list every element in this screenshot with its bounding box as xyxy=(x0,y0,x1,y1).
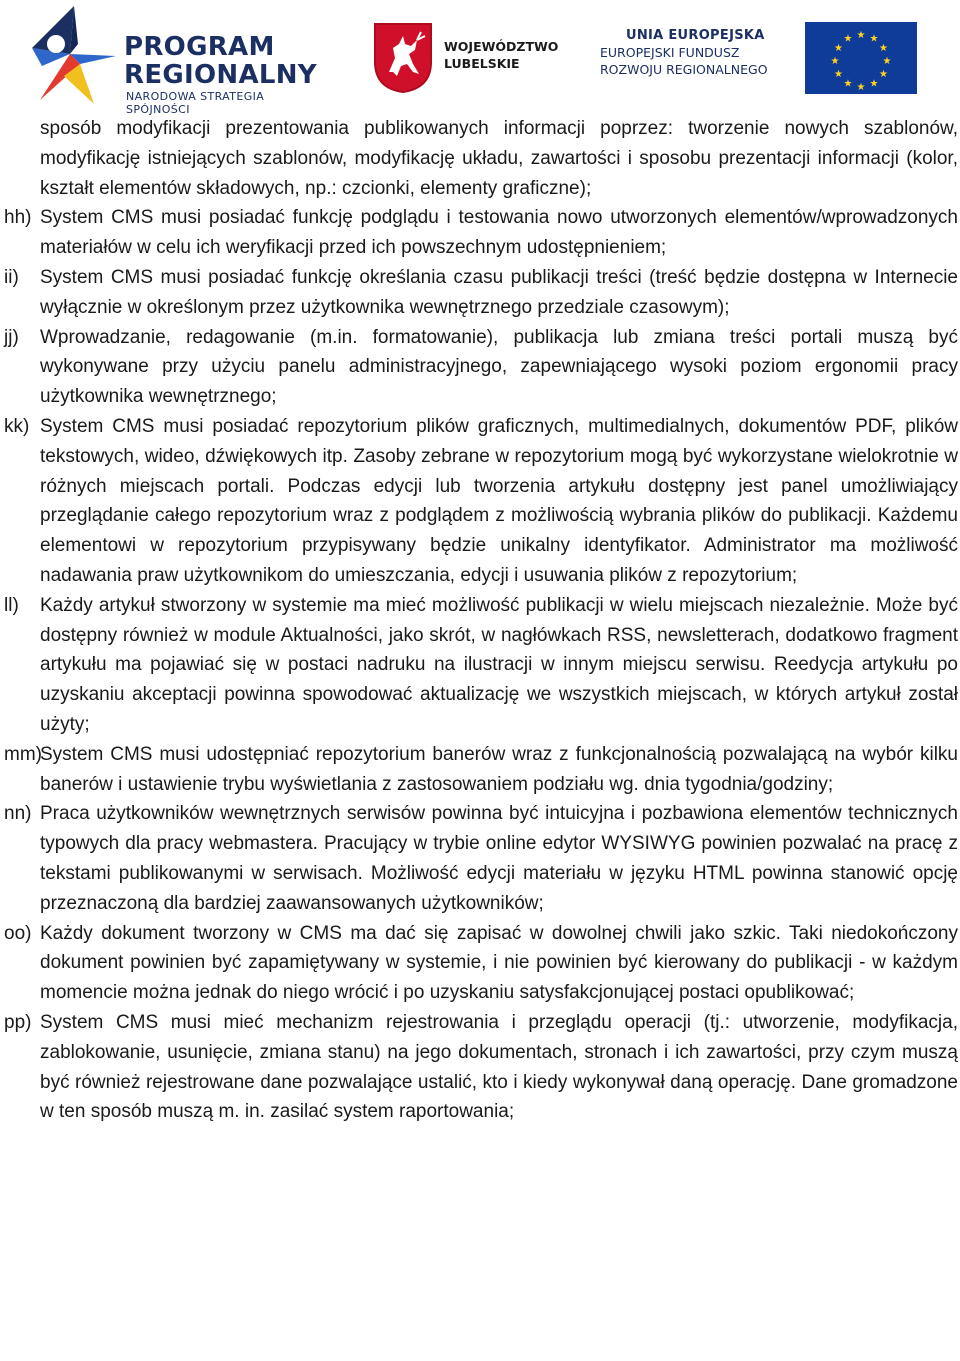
svg-text:★: ★ xyxy=(879,43,888,54)
svg-text:★: ★ xyxy=(856,30,866,41)
list-item-text: Każdy artykuł stworzony w systemie ma mieć możliwość publikacji w wielu miejscach niezależnie. Może być dostępny również w module Aktualności, jako skrót, w nagłówkach RSS, newsletterach, dodatkowo fragment artykułu ma pojawiać się w postaci nadruku na ilustracji w innym miejscu serwisu. Reedycja artykułu po uzyskaniu akceptacji powinna spowodować aktualizację we wszystkich miejscach, w których artykuł został użyty; xyxy=(40,594,958,735)
list-item-label: pp) xyxy=(4,1011,32,1033)
list-item xyxy=(0,740,960,800)
svg-text:★: ★ xyxy=(830,56,840,67)
page-header xyxy=(0,0,960,116)
eu-fund-line2: ROZWOJU REGIONALNEGO xyxy=(600,62,768,77)
svg-text:★: ★ xyxy=(834,43,843,54)
list-item-text: System CMS musi mieć mechanizm rejestrowania i przeglądu operacji (tj.: utworzenie, modyfikacja, zablokowanie, usunięcie, zmiana stanu) na jego dokumentach, stronach i ich zawartości, przy czym muszą być również rejestrowane dane pozwalające ustalić, kto i kiedy wykonywał daną operację. Dane gromadzone w ten sposób muszą m. in. zasilać system raportowania; xyxy=(40,1011,958,1123)
list-item-text: System CMS musi posiadać repozytorium plików graficznych, multimedialnych, dokumentów PDF, plików tekstowych, wideo, dźwiękowych itp. Zasoby zebrane w repozytorium mogą być wykorzystane wielokrotnie w różnych miejscach portali. Podczas edycji lub tworzenia artykułu dostępny jest panel umożliwiający przeglądanie całego repozytorium wraz z podglądem z możliwością wybrania plików do publikacji. Każdemu elementowi w repozytorium przypisywany będzie unikalny identyfikator. Administrator ma możliwość nadawania praw użytkownikom do umieszczania, edycji i usuwania plików z repozytorium; xyxy=(40,415,958,586)
list-item xyxy=(0,114,960,203)
list-item-label: jj) xyxy=(4,326,19,348)
list-item xyxy=(0,263,960,323)
list-item-text: Praca użytkowników wewnętrznych serwisów powinna być intuicyjna i pozbawiona elementów technicznych typowych dla pracy webmastera. Pracujący w trybie online edytor WYSIWYG powinien pozwalać na pracę z tekstami publikowanymi w serwisach. Możliwość edycji materiału w języku HTML powinna stanowić opcję przeznaczoną dla bardziej zaawansowanych użytkowników; xyxy=(40,803,958,914)
list-item-text: System CMS musi posiadać funkcję podglądu i testowania nowo utworzonych elementów/wprowadzonych materiałów w celu ich weryfikacji przed ich powszechnym udostępnieniem; xyxy=(40,207,958,259)
svg-text:★: ★ xyxy=(843,78,853,90)
eu-title: UNIA EUROPEJSKA xyxy=(626,28,765,43)
list-item-text: System CMS musi udostępniać repozytorium banerów wraz z funkcjonalnością pozwalającą na wybór kilku banerów i ustawienie trybu wyświetlania z zastosowaniem podziału wg. dnia tygodnia/godziny; xyxy=(40,743,958,795)
svg-text:★: ★ xyxy=(843,33,853,45)
eu-flag-icon xyxy=(805,22,917,94)
list-item-label: hh) xyxy=(4,207,32,229)
list-item-label: oo) xyxy=(4,922,32,944)
list-item-label: kk) xyxy=(4,415,30,437)
list-item-text: sposób modyfikacji prezentowania publikowanych informacji poprzez: tworzenie nowych szablonów, modyfikację istniejących szablonów, modyfikację układu, zawartości i sposobu prezentacji informacji (kolor, kształt elementów składowych, np.: czcionki, elementy graficzne); xyxy=(40,118,958,199)
region-name-line1: WOJEWÓDZTWO xyxy=(444,39,559,54)
svg-text:★: ★ xyxy=(856,82,866,93)
list-item-label: ll) xyxy=(4,594,19,616)
svg-text:★: ★ xyxy=(869,33,879,45)
nss-star-icon xyxy=(30,4,120,106)
program-regionalny-logo xyxy=(30,4,330,116)
program-title-line2: REGIONALNY xyxy=(124,60,317,90)
eu-fund-line1: EUROPEJSKI FUNDUSZ xyxy=(600,45,740,60)
list-item-text: Każdy dokument tworzony w CMS ma dać się zapisać w dowolnej chwili jako szkic. Taki niedokończony dokument powinien być zapamiętywany w systemie, i nie powinien być kierowany do publikacji - w każdym momencie można jednak do niego wrócić i po uzyskaniu satysfakcjonującej postaci opublikować; xyxy=(40,922,958,1004)
list-item xyxy=(0,919,960,1008)
list-item-text: Wprowadzanie, redagowanie (m.in. formatowanie), publikacja lub zmiana treści portali muszą być wykonywane przy użyciu panelu administracyjnego, zapewniającego wysoki poziom ergonomii pracy użytkownika wewnętrznego; xyxy=(40,326,958,408)
list-item xyxy=(0,591,960,740)
list-item xyxy=(0,412,960,591)
list-item xyxy=(0,1008,960,1127)
wojewodztwo-lubelskie-logo xyxy=(373,22,573,102)
list-item-text: System CMS musi posiadać funkcję określania czasu publikacji treści (treść będzie dostępna w Internecie wyłącznie w określonym przez użytkownika wewnętrznego przedziale czasowym); xyxy=(40,266,958,318)
list-item-label: mm) xyxy=(4,743,42,765)
list-item-label: ii) xyxy=(4,266,19,288)
coat-of-arms-icon xyxy=(373,22,433,94)
eu-fund-logo xyxy=(600,28,940,93)
list-item xyxy=(0,203,960,263)
list-item-label: nn) xyxy=(4,803,32,825)
document-body xyxy=(0,114,960,1127)
svg-text:★: ★ xyxy=(879,69,888,80)
svg-text:★: ★ xyxy=(834,69,843,80)
program-title-line1: PROGRAM xyxy=(124,32,275,62)
region-name-line2: LUBELSKIE xyxy=(444,56,520,71)
svg-text:★: ★ xyxy=(882,56,892,67)
program-subtitle: NARODOWA STRATEGIA SPÓJNOŚCI xyxy=(126,90,265,116)
list-item xyxy=(0,799,960,918)
svg-text:★: ★ xyxy=(869,78,879,90)
list-item xyxy=(0,323,960,412)
